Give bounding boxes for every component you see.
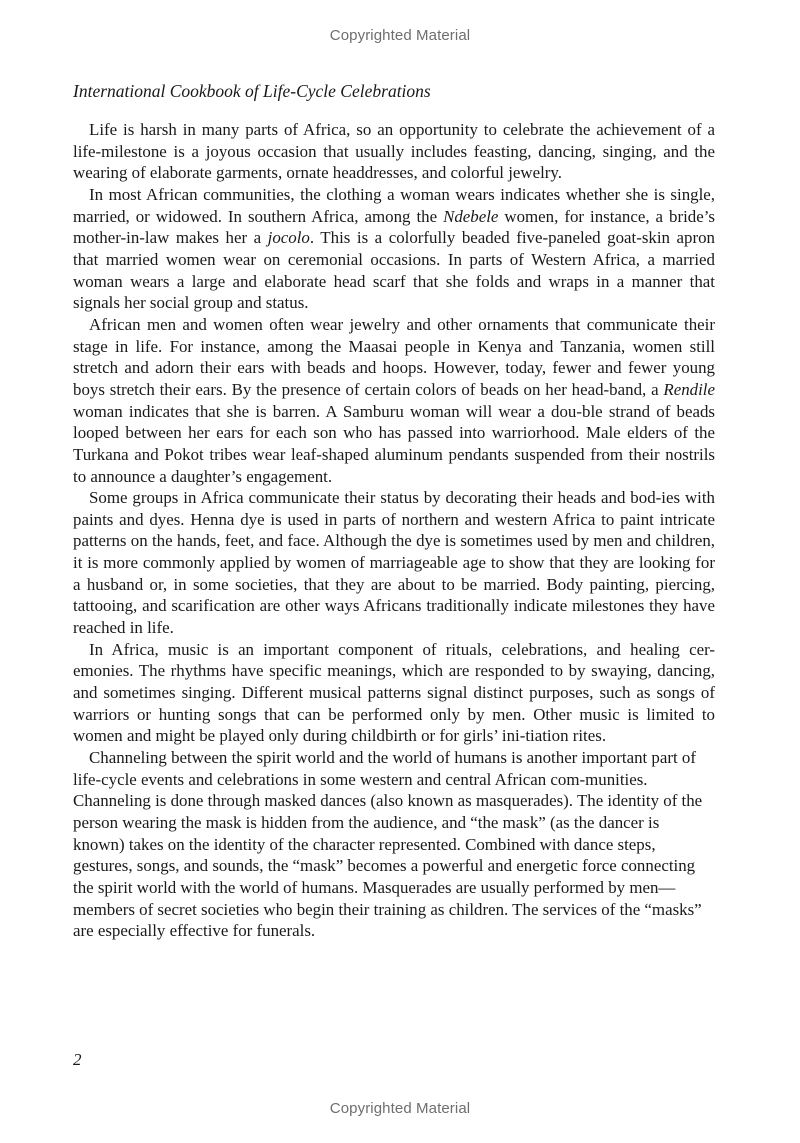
paragraph-4 xyxy=(73,487,715,639)
paragraph-1-text: Life is harsh in many parts of Africa, so an opportunity to celebrate the achievement of a life-milestone is a joyous occasion that usually includes feasting, dancing, singing, and the wearing of elaborate garments, ornate headdresses, and colorful jewelry. xyxy=(73,120,715,183)
paragraph-5-text: In Africa, music is an important component of rituals, celebrations, and healing cer-emonies. The rhythms have specific meanings, which are responded to by swaying, dancing, and sometimes singing. Different musical patterns signal distinct purposes, such as songs of warriors or hunting songs that can be performed only by men. Other music is limited to women and might be played only during childbirth or for girls’ ini-tiation rites. xyxy=(73,639,715,746)
paragraph-1 xyxy=(73,119,715,184)
term-rendile: Rendile xyxy=(663,379,715,399)
paragraph-4-text: Some groups in Africa communicate their status by decorating their heads and bod-ies with paints and dyes. Henna dye is used in parts of northern and western Africa to paint intricate patterns on the hands, feet, and face. Although the dye is sometimes used by men and children, it is more commonly applied by women of marriageable age to show that they are looking for a husband or, in some societies, that they are about to be married. Body painting, piercing, tattooing, and scarification are other ways Africans traditionally indicate milestones they have reached in life. xyxy=(73,488,715,638)
term-jocolo: jocolo xyxy=(267,228,310,248)
copyright-watermark-top: Copyrighted Material xyxy=(329,27,471,44)
copyright-watermark-bottom: Copyrighted Material xyxy=(329,1100,471,1117)
paragraph-2-text: In most African communities, the clothing a woman wears indicates whether she is single, married, or widowed. In southern Africa, among the xyxy=(73,184,715,226)
paragraph-2-text: women, for instance, a bride’s mother-in-law makes her a xyxy=(73,206,715,248)
paragraph-3 xyxy=(73,314,715,487)
body-text xyxy=(73,119,715,942)
term-ndebele: Ndebele xyxy=(443,206,499,226)
paragraph-3-text: woman indicates that she is barren. A Samburu woman will wear a dou-ble strand of beads looped between her ears for each son who has passed into warriorhood. Male elders of the Turkana and Pokot tribes wear leaf-shaped aluminum pendants suspended from their nostrils to announce a daughter’s engagement. xyxy=(73,401,715,486)
paragraph-6 xyxy=(73,747,715,942)
paragraph-6-text: Channeling between the spirit world and the world of humans is another important part of life-cycle events and celebrations in some western and central African com-munities. Channeling is done through masked dances (also known as masquerades). The identity of the person wearing the mask is hidden from the audience, and “the mask” (as the dancer is known) takes on the identity of the character represented. Combined with dance steps, gestures, songs, and sounds, the “mask” becomes a powerful and energetic force connecting the spirit world with the world of humans. Masquerades are usually performed by men—members of secret societies who begin their training as children. The services of the “masks” are especially effective for funerals. xyxy=(73,748,703,941)
paragraph-2-text: . This is a colorfully beaded five-paneled goat-skin apron that married women wear on ceremonial occasions. In parts of Western Africa, a married woman wears a large and elaborate head scarf that she folds and wraps in a manner that signals her social group and status. xyxy=(73,228,715,313)
paragraph-3-text: African men and women often wear jewelry and other ornaments that communicate their stage in life. For instance, among the Maasai people in Kenya and Tanzania, women still stretch and adorn their ears with beads and hoops. However, today, fewer and fewer young boys stretch their ears. By the presence of certain colors of beads on her head-band, a xyxy=(73,314,715,399)
paragraph-2 xyxy=(73,184,715,314)
paragraph-5 xyxy=(73,639,715,747)
page-number: 2 xyxy=(73,1050,82,1069)
running-head: International Cookbook of Life-Cycle Celebrations xyxy=(73,81,431,101)
